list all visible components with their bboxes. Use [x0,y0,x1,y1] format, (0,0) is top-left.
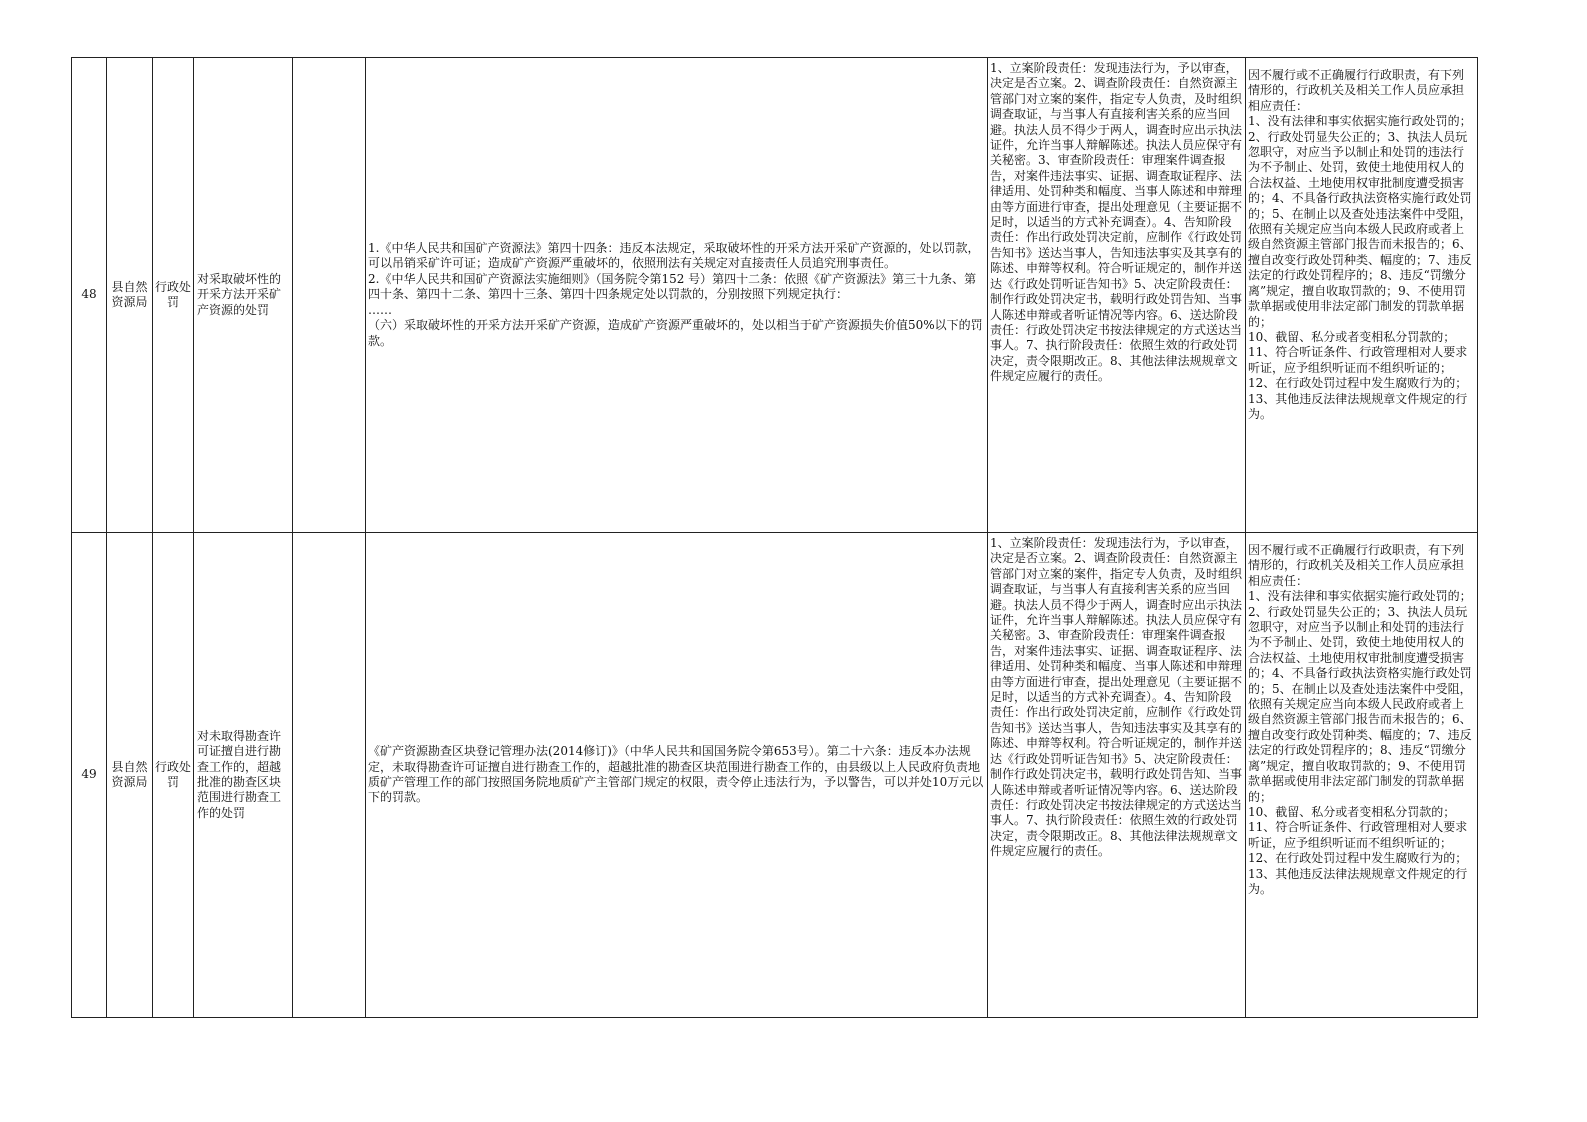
accountability-text: 因不履行或不正确履行行政职责，有下列情形的，行政机关及相关工作人员应承担相应责任： 1、没有法律和事实依据实施行政处罚的；2、行政处罚显失公正的；3、执法人员玩忽职守，对应当予以制止和处罚的违法行为不予制止、处罚，致使土地使用权人的合法权益、土地使用权审批制度遭受损害的；4、不具备行政执法资格实施行政处罚的；5、在制止以及查处违法案件中受阻，依照有关规定应当向本级人民政府或者上级自然资源主管部门报告而未报告的；6、擅自改变行政处罚种类、幅度的；7、违反法定的行政处罚程序的；8、违反“罚缴分离”规定，擅自收取罚款的；9、不使用罚款单据或使用非法定部门制发的罚款单据的； 10、截留、私分或者变相私分罚款的；11、符合听证条件、行政管理相对人要求听证，应予组织听证而不组织听证的；12、在行政处罚过程中发生腐败行为的；13、其他违反法律法规规章文件规定的行为。 [1248,543,1472,896]
row-number: 48 [72,58,107,533]
legal-basis-paragraph: （六）采取破坏性的开采方法开采矿产资源，造成矿产资源严重破坏的，处以相当于矿产资源损失价值50%以下的罚款。 [368,318,983,348]
power-item-name: 对采取破坏性的开采方法开采矿产资源的处罚 [194,58,293,533]
legal-basis-ellipsis: …… [368,302,392,317]
legal-basis-paragraph: 1.《中华人民共和国矿产资源法》第四十四条：违反本法规定，采取破坏性的开采方法开采矿产资源的，处以罚款，可以吊销采矿许可证；造成矿产资源严重破坏的，依照刑法有关规定对直接责任人员追究刑事责任。 [368,241,980,271]
power-type: 行政处罚 [154,759,191,789]
legal-basis-paragraph: 《矿产资源勘查区块登记管理办法(2014修订)》（中华人民共和国国务院令第653号）。第二十六条：违反本办法规定，未取得勘查许可证擅自进行勘查工作的，超越批准的勘查区块范围进行勘查工作的，由县级以上人民政府负责地质矿产管理工作的部门按照国务院地质矿产主管部门规定的权限，责令停止违法行为，予以警告，可以并处10万元以下的罚款。 [368,744,984,805]
power-item-name: 对未取得勘查许可证擅自进行勘查工作的，超越批准的勘查区块范围进行勘查工作的处罚 [194,533,293,1018]
legal-basis-cell [366,533,988,1018]
department-name: 县自然资源局 [111,279,148,309]
power-type-cell [153,58,194,533]
legal-basis-paragraph: 2.《中华人民共和国矿产资源法实施细则》（国务院令第152 号）第四十二条：依照《矿产资源法》第三十九条、第四十条、第四十二条、第四十三条、第四十四条规定处以罚款的，分别按照下列规定执行： [368,271,977,302]
power-type-cell [153,533,194,1018]
department-cell [107,58,153,533]
department-name: 县自然资源局 [111,759,148,789]
accountability-cell [1246,533,1478,1018]
department-cell [107,533,153,1018]
responsibility-cell [988,533,1246,1018]
power-type: 行政处罚 [154,279,191,309]
document-page [71,57,1478,1018]
accountability-text: 因不履行或不正确履行行政职责，有下列情形的，行政机关及相关工作人员应承担相应责任： 1、没有法律和事实依据实施行政处罚的；2、行政处罚显失公正的；3、执法人员玩忽职守，对应当予以制止和处罚的违法行为不予制止、处罚，致使土地使用权人的合法权益、土地使用权审批制度遭受损害的；4、不具备行政执法资格实施行政处罚的；5、在制止以及查处违法案件中受阻，依照有关规定应当向本级人民政府或者上级自然资源主管部门报告而未报告的；6、擅自改变行政处罚种类、幅度的；7、违反法定的行政处罚程序的；8、违反“罚缴分离”规定，擅自收取罚款的；9、不使用罚款单据或使用非法定部门制发的罚款单据的； 10、截留、私分或者变相私分罚款的；11、符合听证条件、行政管理相对人要求听证，应予组织听证而不组织听证的；12、在行政处罚过程中发生腐败行为的；13、其他违反法律法规规章文件规定的行为。 [1248,68,1472,421]
sub-item-cell [293,58,366,533]
table-row [72,58,1478,533]
responsibility-text: 1、立案阶段责任：发现违法行为，予以审查，决定是否立案。2、调查阶段责任：自然资源主管部门对立案的案件，指定专人负责，及时组织调查取证，与当事人有直接利害关系的应当回避。执法人员不得少于两人，调查时应出示执法证件，允许当事人辩解陈述。执法人员应保守有关秘密。3、审查阶段责任：审理案件调查报告，对案件违法事实、证据、调查取证程序、法律适用、处罚种类和幅度、当事人陈述和申辩理由等方面进行审查，提出处理意见（主要证据不足时，以适当的方式补充调查）。4、告知阶段责任：作出行政处罚决定前，应制作《行政处罚告知书》送达当事人，告知违法事实及其享有的陈述、申辩等权利。符合听证规定的，制作并送达《行政处罚听证告知书》5、决定阶段责任：制作行政处罚决定书，载明行政处罚告知、当事人陈述申辩或者听证情况等内容。6、送达阶段责任：行政处罚决定书按法律规定的方式送达当事人。7、执行阶段责任：依照生效的行政处罚决定，责令限期改正。8、其他法律法规规章文件规定应履行的责任。 [990,536,1243,859]
power-list-table [71,57,1478,1018]
legal-basis-cell [366,58,988,533]
accountability-cell [1246,58,1478,533]
row-number: 49 [72,533,107,1018]
responsibility-cell [988,58,1246,533]
sub-item-cell [293,533,366,1018]
responsibility-text: 1、立案阶段责任：发现违法行为，予以审查，决定是否立案。2、调查阶段责任：自然资源主管部门对立案的案件，指定专人负责，及时组织调查取证，与当事人有直接利害关系的应当回避。执法人员不得少于两人，调查时应出示执法证件，允许当事人辩解陈述。执法人员应保守有关秘密。3、审查阶段责任：审理案件调查报告，对案件违法事实、证据、调查取证程序、法律适用、处罚种类和幅度、当事人陈述和申辩理由等方面进行审查，提出处理意见（主要证据不足时，以适当的方式补充调查）。4、告知阶段责任：作出行政处罚决定前，应制作《行政处罚告知书》送达当事人，告知违法事实及其享有的陈述、申辩等权利。符合听证规定的，制作并送达《行政处罚听证告知书》5、决定阶段责任：制作行政处罚决定书，载明行政处罚告知、当事人陈述申辩或者听证情况等内容。6、送达阶段责任：行政处罚决定书按法律规定的方式送达当事人。7、执行阶段责任：依照生效的行政处罚决定，责令限期改正。8、其他法律法规规章文件规定应履行的责任。 [990,61,1243,384]
table-row [72,533,1478,1018]
